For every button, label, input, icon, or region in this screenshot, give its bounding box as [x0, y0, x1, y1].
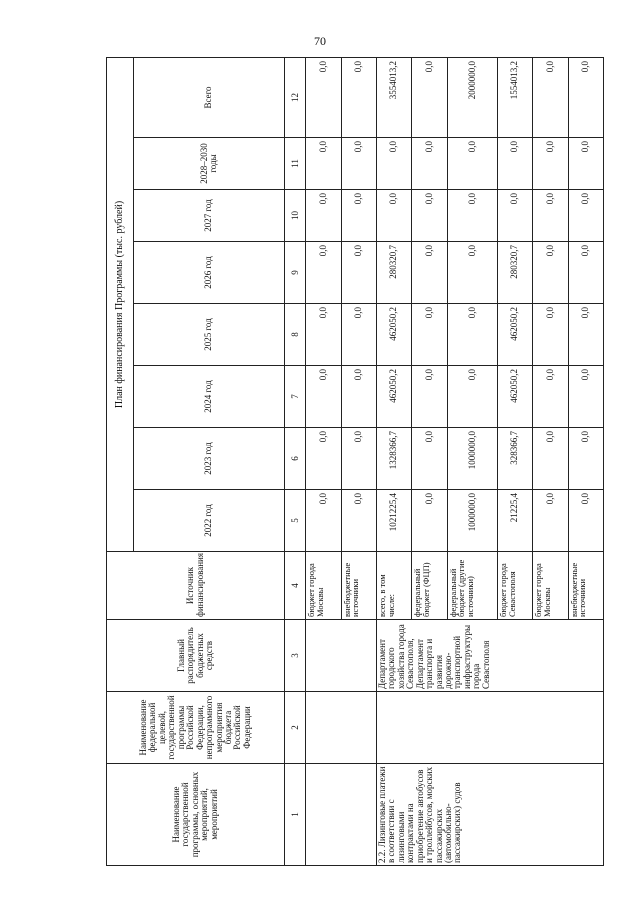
value-cell: 0,0 [376, 138, 411, 190]
value-cell: 0,0 [533, 366, 568, 428]
column-number: 5 [285, 490, 306, 552]
value-cell: 0,0 [568, 428, 603, 490]
financing-source: федеральный бюджет (ФЦП) [412, 552, 447, 620]
value-cell: 0,0 [568, 490, 603, 552]
value-cell: 1000000,0 [447, 428, 497, 490]
value-cell: 0,0 [447, 366, 497, 428]
financing-source: всего, в том числе: [376, 552, 411, 620]
column-number: 7 [285, 366, 306, 428]
activity-name: 2.2. Лизинговые платежи в соответствии с лизинговыми контрактами на приобретение автобусов и троллейбусов, морских пассажирских (автомобильно-пассажирских) судов [376, 764, 603, 866]
header-budget-distributor: Главный распорядитель бюджетных средств [107, 620, 285, 692]
table-row [376, 57, 411, 865]
value-cell: 0,0 [306, 428, 341, 490]
value-cell: 0,0 [533, 490, 568, 552]
value-cell: 0,0 [568, 190, 603, 242]
financing-table-rotated [106, 58, 604, 866]
value-cell: 0,0 [306, 57, 341, 137]
empty-cell [306, 620, 377, 692]
financing-source: бюджет города Севастополя [497, 552, 532, 620]
value-cell: 0,0 [341, 428, 376, 490]
table-row [306, 57, 341, 865]
value-cell: 0,0 [533, 190, 568, 242]
header-total: Всего [134, 57, 285, 137]
header-row-1 [107, 57, 134, 865]
value-cell: 0,0 [447, 304, 497, 366]
value-cell: 0,0 [497, 138, 532, 190]
empty-cell [376, 692, 603, 764]
value-cell: 21225,4 [497, 490, 532, 552]
value-cell: 1021225,4 [376, 490, 411, 552]
value-cell: 1554013,2 [497, 57, 532, 137]
header-year: 2025 год [134, 304, 285, 366]
column-number: 10 [285, 190, 306, 242]
value-cell: 1328366,7 [376, 428, 411, 490]
column-number: 12 [285, 57, 306, 137]
value-cell: 0,0 [447, 242, 497, 304]
header-year: 2022 год [134, 490, 285, 552]
header-year: 2023 год [134, 428, 285, 490]
value-cell: 0,0 [341, 138, 376, 190]
financing-plan-table [106, 57, 604, 866]
column-number: 4 [285, 552, 306, 620]
value-cell: 0,0 [412, 490, 447, 552]
header-year: 2028–2030 годы [134, 138, 285, 190]
financing-source: бюджет города Москвы [533, 552, 568, 620]
value-cell: 0,0 [497, 190, 532, 242]
column-number: 6 [285, 428, 306, 490]
budget-distributor [376, 620, 603, 692]
column-number: 8 [285, 304, 306, 366]
value-cell: 0,0 [306, 490, 341, 552]
value-cell: 0,0 [376, 190, 411, 242]
value-cell: 0,0 [306, 242, 341, 304]
value-cell: 0,0 [568, 57, 603, 137]
value-cell: 462050,2 [497, 366, 532, 428]
value-cell: 0,0 [568, 366, 603, 428]
value-cell: 0,0 [341, 190, 376, 242]
value-cell: 2000000,0 [447, 57, 497, 137]
value-cell: 0,0 [533, 242, 568, 304]
financing-source: бюджет города Москвы [306, 552, 341, 620]
distributor-2: Департамент транспорта и развития дорожно-транспортной инфраструктуры города Севастополя [414, 625, 491, 689]
header-financing-plan: План финансирования Программы (тыс. рублей) [107, 57, 134, 551]
value-cell: 462050,2 [497, 304, 532, 366]
value-cell: 0,0 [412, 366, 447, 428]
value-cell: 1000000,0 [447, 490, 497, 552]
header-year: 2026 год [134, 242, 285, 304]
value-cell: 0,0 [568, 242, 603, 304]
empty-cell [306, 692, 377, 764]
value-cell: 0,0 [447, 138, 497, 190]
value-cell: 0,0 [306, 304, 341, 366]
column-number: 3 [285, 620, 306, 692]
column-number: 9 [285, 242, 306, 304]
value-cell: 0,0 [341, 57, 376, 137]
value-cell: 0,0 [341, 490, 376, 552]
value-cell: 0,0 [412, 138, 447, 190]
value-cell: 0,0 [341, 242, 376, 304]
value-cell: 0,0 [533, 428, 568, 490]
column-number-row [285, 57, 306, 865]
value-cell: 0,0 [412, 428, 447, 490]
distributor-1: Департамент городского хозяйства города Севастополя, [376, 624, 416, 689]
empty-cell [306, 764, 377, 866]
value-cell: 0,0 [447, 190, 497, 242]
column-number: 1 [285, 764, 306, 866]
value-cell: 462050,2 [376, 304, 411, 366]
value-cell: 3554013,2 [376, 57, 411, 137]
value-cell: 0,0 [306, 366, 341, 428]
value-cell: 0,0 [341, 366, 376, 428]
value-cell: 0,0 [306, 138, 341, 190]
value-cell: 0,0 [341, 304, 376, 366]
header-year: 2027 год [134, 190, 285, 242]
financing-source: федеральный бюджет (другие источники) [447, 552, 497, 620]
financing-source: внебюджетные источники [341, 552, 376, 620]
value-cell: 0,0 [412, 57, 447, 137]
value-cell: 0,0 [533, 57, 568, 137]
value-cell: 0,0 [533, 138, 568, 190]
value-cell: 0,0 [412, 242, 447, 304]
value-cell: 0,0 [306, 190, 341, 242]
column-number: 2 [285, 692, 306, 764]
value-cell: 0,0 [568, 304, 603, 366]
value-cell: 280320,7 [376, 242, 411, 304]
column-number: 11 [285, 138, 306, 190]
value-cell: 0,0 [412, 304, 447, 366]
page-number: 70 [314, 34, 326, 48]
value-cell: 328366,7 [497, 428, 532, 490]
header-federal-program: Наименование федеральной целевой, государственной программы Российской Федерации, непрограммного мероприятия бюджета Российской Федерации [107, 692, 285, 764]
value-cell: 0,0 [533, 304, 568, 366]
header-year: 2024 год [134, 366, 285, 428]
value-cell: 0,0 [412, 190, 447, 242]
value-cell: 280320,7 [497, 242, 532, 304]
header-program-name: Наименование государственной программы, основных мероприятий, мероприятий [107, 764, 285, 866]
header-financing-source: Источник финансирования [107, 552, 285, 620]
financing-source: внебюджетные источники [568, 552, 603, 620]
value-cell: 462050,2 [376, 366, 411, 428]
value-cell: 0,0 [568, 138, 603, 190]
